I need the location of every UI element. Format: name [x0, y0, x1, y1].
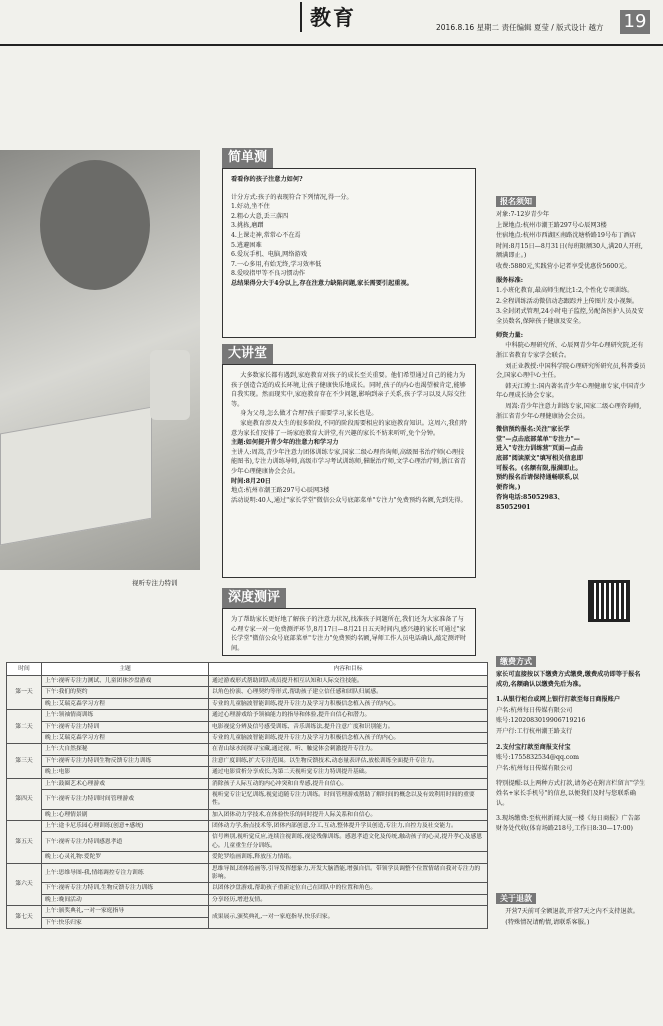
page-header — [0, 0, 663, 46]
pay2-list — [496, 753, 646, 773]
topic-cell: 晚上:电影 — [42, 767, 209, 778]
list-item: 刘正业教授:中国科学院心理研究所研究员,科普委员会,国家心理中心主任。 — [496, 362, 646, 380]
dajiangtang-box — [222, 364, 476, 578]
table-row — [7, 767, 488, 778]
table-row — [7, 744, 488, 755]
topic-cell: 晚上:心理情景剧 — [42, 809, 209, 820]
list-item: 1.好动,坐不住 — [231, 203, 270, 211]
topic-cell: 上午:领袖情商训练 — [42, 710, 209, 721]
refund-list — [496, 907, 646, 927]
table-row — [7, 809, 488, 820]
list-item: 上课地点:杭州市潮王路297号心辰网3楼 — [496, 221, 607, 229]
list-item: 户名:杭州每日传媒有限公司 — [496, 706, 573, 714]
content-cell: 通过游戏形式帮助团队成员提升相互认知和人际交往技能。 — [209, 676, 488, 687]
list-item: 5.逃避困难 — [231, 241, 262, 249]
content-cell: 思维导图,团体绘画等,引导发挥想象力,开发大脑潜能,增强自信。带领学员调整个位置情绪自我对专注力的影响。 — [209, 863, 488, 883]
topic-cell: 上午:大自然探秘 — [42, 744, 209, 755]
quiz-items — [231, 202, 467, 279]
content-cell: 分享经历,增进友情。 — [209, 894, 488, 905]
day-cell: 第三天 — [7, 744, 42, 778]
list-item: 3.挑拣,磨蹭 — [231, 222, 264, 230]
list-item: 中科院心理研究所、心辰网青少年心理研究院,还有浙江省教育专家学会联合。 — [496, 342, 644, 359]
list-item: 大多数家长都有遇到,家庭教育对孩子的成长至关重要。他们希望通过自己的能力为孩子创造合适的成长环境,让孩子健康快乐地成长。同时,孩子的内心也渴望被肯定,能够自我实现。然而现实中,家庭教育存在不少问题,影响到亲子关系,孩子学习以及人际交往等。 — [231, 372, 466, 408]
signup-tag: 报名须知 — [496, 196, 536, 207]
lecture-topic: 主题:如何提升青少年的注意力和学习力 — [231, 439, 339, 447]
signup-list — [496, 210, 646, 272]
table-row — [7, 832, 488, 852]
list-item: 韩天江博士:国内著名青少年心理健康专家,中国青少年心理成长协会专家。 — [496, 382, 646, 400]
topic-cell: 下午:快乐归家 — [42, 917, 209, 928]
content-cell: 加入团体动力学技术,在体验快乐的同时提升人际关系和自信心。 — [209, 809, 488, 820]
header-topic: 主题 — [42, 663, 209, 676]
list-item: 家庭教育涉及大生的很多阶段,不同的阶段需要相应的家庭教育知识。这周六,我们特意为家长们安排了一场家庭教育大讲堂,有兴趣的家长不妨来听听,免个分钟。 — [231, 420, 467, 437]
content-cell: 在青山绿水间探寻宝藏,通过视、听、触觉体会刺激提升专注力。 — [209, 744, 488, 755]
table-row — [7, 894, 488, 905]
lecture-paragraphs — [231, 371, 467, 438]
pay1-list — [496, 706, 646, 737]
content-cell: 视听觉专注记忆训练,视觉追随专注力训练。时间管理游戏帮助了解时间的概念以及有效利用时间的重要性。 — [209, 789, 488, 809]
topic-cell: 晚上:艾瑞克森学习方程 — [42, 732, 209, 743]
topic-cell: 晚上:艾瑞克森学习方程 — [42, 698, 209, 709]
jiandance-box — [222, 168, 476, 338]
content-cell: 专业的儿童脑波智能训练,提升专注力及学习力积极信念植入孩子的内心。 — [209, 732, 488, 743]
section-title: 教育 — [300, 2, 356, 32]
list-item: (特殊情况请酌情,请联系客服。) — [505, 918, 590, 926]
jiandance-tag: 简单测 — [222, 148, 273, 168]
service-list — [496, 286, 646, 326]
pay1-title: 1.从银行柜台或网上银行打款至每日商报账户 — [496, 696, 621, 704]
page-number: 19 — [620, 10, 650, 34]
list-item: 4.上课走神,常常心不在焉 — [231, 232, 301, 240]
list-item: 3.全封闭式管理,24小时电子监控,另配备医护人员及安全员数名,保障孩子健康及安全。 — [496, 308, 644, 326]
content-cell: 消除孩子人际互动的内心冲突和自卑感,提升自信心。 — [209, 778, 488, 789]
header-content: 内容和目标 — [209, 663, 488, 676]
content-cell: 信号辨别,视听觉反应,连续注视训练,视觉残像训练。感恩孝道文化及传统,触动孩子的心灵,提升孝心及感恩心。儿童重生仔分训练。 — [209, 832, 488, 852]
list-item: 住宿地点:杭州市西湖区南路沈塘桥路19号布丁酒店 — [496, 232, 636, 240]
content-cell: 团体动力学,指点技术等,团体内部创意,分工,互动,整体提升学员创造,专注力,自控力及社交能力。 — [209, 821, 488, 832]
teachers-list — [496, 341, 646, 421]
shendu-tag: 深度测评 — [222, 588, 286, 608]
table-row — [7, 687, 488, 698]
photo-caption: 视听专注力特训 — [132, 579, 178, 587]
day-cell: 第一天 — [7, 676, 42, 710]
list-item: 账号:1202083019906719216 — [496, 717, 586, 725]
content-cell: 注意广度训练,扩大专注范围。以生物反馈技术,动态量表评估,放松训练全面提升专注力。 — [209, 755, 488, 766]
list-item: 开营7天前可全额退款,开营7天之内不支持退款。 — [505, 908, 639, 915]
refund-tag: 关于退款 — [496, 893, 536, 904]
list-item: 户名:杭州每日传媒有限公司 — [496, 764, 573, 772]
topic-cell: 下午:视听专注力特训时间管理游戏 — [42, 789, 209, 809]
table-row — [7, 721, 488, 732]
pay-tag: 缴费方式 — [496, 656, 536, 667]
table-row — [7, 778, 488, 789]
content-cell: 电影视觉分辨及信号感受训练、音乐训练法,提升注意广度和识别能力。 — [209, 721, 488, 732]
content-cell: 以团体沙盘游戏,帮助孩子重新定位自己在团队中的位置和角色。 — [209, 883, 488, 894]
wechat-signup: 微信预约报名:关注"家长学堂"—点击底部菜单"专注力"—进入"专注力训练营"页面—点击底部"阅读原文"填写相关信息即可报名。(名额有限,报满即止。预约报名后请保持通畅联系,以便咨询。) — [496, 426, 583, 491]
table-row — [7, 755, 488, 766]
lecture-time: 时间:8月20日 — [231, 477, 271, 485]
content-cell: 爱陀罗绘画训练,释放压力情绪。 — [209, 852, 488, 863]
topic-cell: 下午:视听专注力特训生物反馈专注力训练 — [42, 755, 209, 766]
list-item: 收费:5880元,实践营小记者享受优惠价5600元。 — [496, 263, 631, 271]
lecture-signup: 活动说明:40人,通过"家长学堂"微信公众号底部菜单"专注力"免费预约名额,先到先得。 — [231, 496, 467, 504]
topic-cell: 下午:视听专注力特训感恩孝道 — [42, 832, 209, 852]
quiz-title: 看看你的孩子注意力如何? — [231, 176, 303, 183]
payment-info — [496, 670, 646, 835]
lecture-place: 地点:杭州市潮王路297号心辰网3楼 — [231, 487, 330, 495]
pay-note: 特别提醒:以上两种方式打款,请务必在附言栏留言"学生姓名+家长手机号"的信息,以便我们及时与您联系确认。 — [496, 780, 646, 807]
table-row — [7, 789, 488, 809]
topic-cell: 上午:视听专注力测试、儿童团体沙盘游戏 — [42, 676, 209, 687]
content-cell: 成果展示,颁奖典礼,一对一家庭指导,快乐归家。 — [209, 906, 488, 929]
list-item: 开户行:工行杭州潮王路支行 — [496, 728, 573, 736]
dajiangtang-tag: 大讲堂 — [222, 344, 273, 364]
pay-intro: 家长可直接按以下缴费方式缴费,缴费成功即等于报名成功,名额确认以缴费先后为准。 — [496, 671, 641, 688]
teachers-title: 师资力量: — [496, 331, 524, 339]
list-item: 1.小班化教育,最高师生配比1:2,个性化专项训练。 — [496, 287, 634, 295]
header-time: 时间 — [7, 663, 42, 676]
topic-cell: 上午:途卡尼乐园心理训练(创意+感统) — [42, 821, 209, 832]
topic-cell: 晚上:晚间活动 — [42, 894, 209, 905]
content-cell: 通过心理游戏给予领袖能力的指导和体验,提升自信心和潜力。 — [209, 710, 488, 721]
day-cell: 第五天 — [7, 821, 42, 864]
topic-cell: 上午:思维导图-我,情绪调控专注力训练 — [42, 863, 209, 883]
content-cell: 以角色扮演、心理契约等形式,帮助孩子建立信任感和团队归属感。 — [209, 687, 488, 698]
day-cell: 第七天 — [7, 906, 42, 929]
content-cell: 通过电影赏析分享成长,为第二天视听觉专注力特训提升基础。 — [209, 767, 488, 778]
table-row — [7, 710, 488, 721]
topic-cell: 上午:鼓圈艺术心理游戏 — [42, 778, 209, 789]
list-item: 2.全程训练活动微信动态跟踪并上传图片及小视频。 — [496, 297, 639, 305]
quiz-result: 总结果得分大于4分以上,存在注意力缺陷问题,家长需要引起重视。 — [231, 280, 413, 288]
day-cell: 第二天 — [7, 710, 42, 744]
list-item: 时间:8月15日—8月31日(每班限额30人,满20人开班,额满即止。) — [496, 242, 643, 260]
table-row — [7, 821, 488, 832]
schedule-table — [6, 662, 488, 929]
phone-number: 咨询电话:85052983、85052901 — [496, 494, 564, 512]
list-item: 2.粗心大意,丢三落四 — [231, 212, 289, 220]
lecture-speaker: 主讲人:周嵩,青少年注意力团体训练专家,国家二级心理咨询师,高级图书治疗师(心理技能图书),专注力训练导师,高级市学习考试训练师,催眠治疗师,文学心理治疗师,浙江省青少年心理健康协会会员。 — [231, 448, 466, 476]
list-item: 周嵩:青少年注意力训练专家,国家二级心理咨询师,浙江省青少年心理健康协会会员。 — [496, 402, 642, 420]
quiz-intro: 计分方式:孩子的表现符合下列情况,得一分。 — [231, 193, 353, 201]
day-cell: 第四天 — [7, 778, 42, 821]
topic-cell: 下午:我们的契约 — [42, 687, 209, 698]
right-column-info — [496, 210, 646, 514]
topic-cell: 晚上:心灵礼物:爱陀罗 — [42, 852, 209, 863]
list-item: 对象:7-12岁青少年 — [496, 211, 550, 218]
table-row — [7, 906, 488, 917]
issue-meta: 2016.8.16 星期二 责任编辑 夏莹 / 版式设计 越方 — [436, 23, 604, 32]
list-item: 账号:1755832534@qq.com — [496, 754, 579, 762]
table-row — [7, 676, 488, 687]
table-row — [7, 883, 488, 894]
shendu-text: 为了帮助家长更好地了解孩子的注意力状况,找准孩子问题所在,我们还为大家准备了与心理专家一对一免费测评环节,8月17日—8月21日五天时间内,感兴趣的家长可通过"家长学堂"微信公众号底部菜单"专注力"免费预约名额,导师工作人员电话确认,敲定测评时间。 — [231, 616, 467, 652]
content-cell: 专业的儿童脑波智能训练,提升专注力及学习力积极信念植入孩子的内心。 — [209, 698, 488, 709]
list-item: 6.爱玩手机、电脑,网络游戏 — [231, 251, 307, 259]
shendu-box — [222, 608, 476, 656]
list-item: 身为父母,怎么做才合理?孩子需要学习,家长也是。 — [240, 410, 378, 418]
topic-cell: 上午:颁奖典礼,一对一家庭指导 — [42, 906, 209, 917]
pay3: 3.现场缴费:至杭州新闻大厦一楼《每日商报》广告部财务处代收(体育场路218号,工作日8:30—17:00) — [496, 815, 641, 832]
topic-cell: 下午:视听专注力特训,生物反馈专注力训练 — [42, 883, 209, 894]
table-row — [7, 732, 488, 743]
topic-cell: 下午:视听专注力特训 — [42, 721, 209, 732]
list-item: 8.爱咬指甲等不良习惯动作 — [231, 270, 305, 278]
list-item: 7.一心多用,有始无终,学习效率低 — [231, 260, 322, 268]
qr-code[interactable] — [588, 580, 630, 622]
table-row — [7, 863, 488, 883]
service-title: 服务标准: — [496, 276, 524, 284]
day-cell: 第六天 — [7, 863, 42, 906]
table-row — [7, 852, 488, 863]
boy-studying-photo — [0, 150, 200, 570]
pay2-title: 2.支付宝打款至商报支付宝 — [496, 743, 571, 751]
table-row — [7, 698, 488, 709]
refund-info — [496, 907, 646, 928]
